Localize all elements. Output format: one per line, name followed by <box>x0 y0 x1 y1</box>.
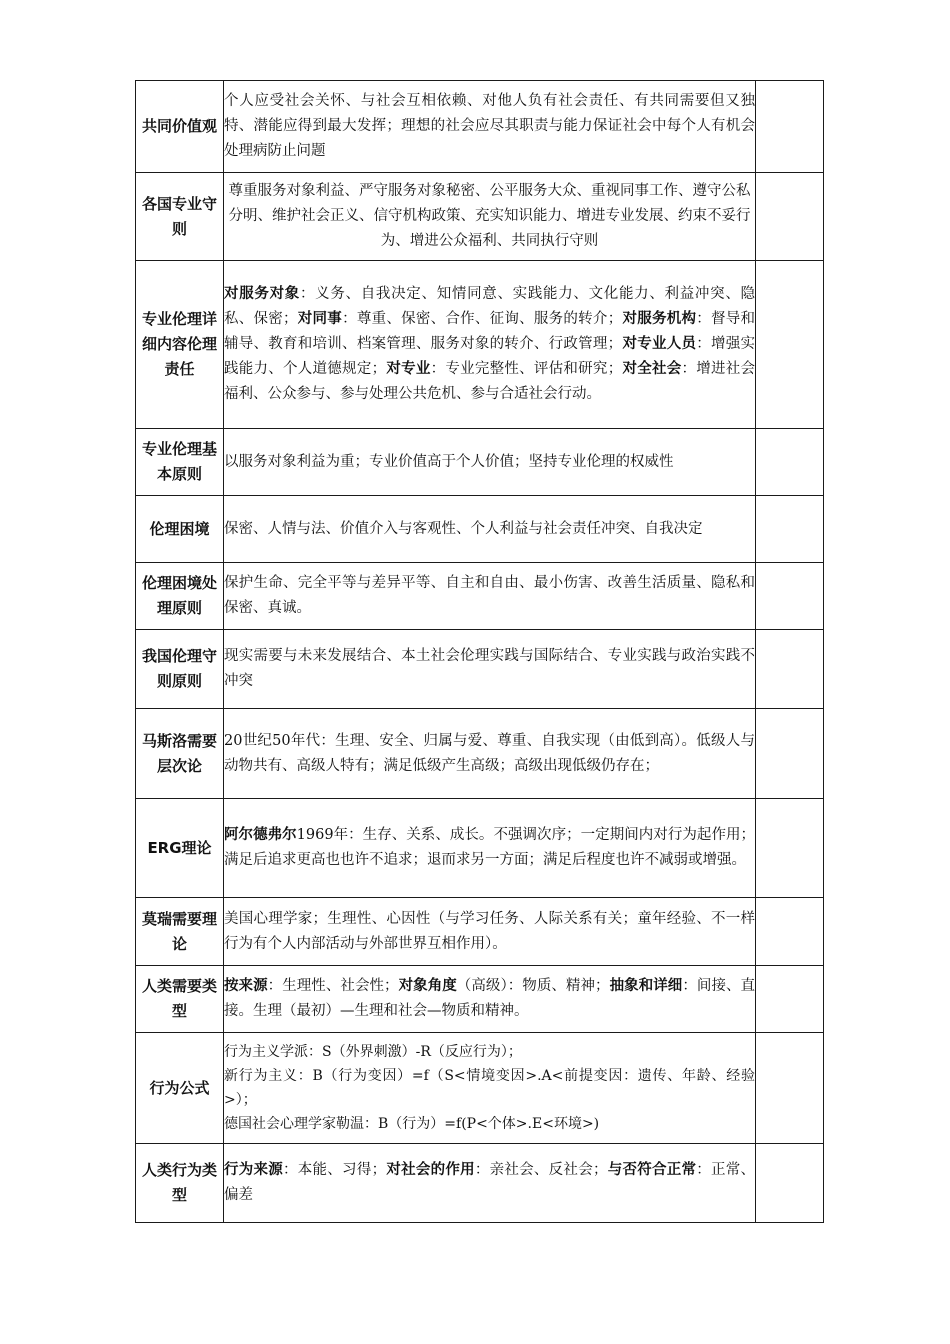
blank-cell <box>756 966 824 1033</box>
term-cell: 莫瑞需要理论 <box>136 898 224 966</box>
bold-label: 对社会的作用 <box>386 1162 475 1178</box>
description-text: ：生理性、社会性； <box>267 978 399 994</box>
formula-line: 行为主义学派：S（外界刺激）-R（反应行为）； <box>224 1044 522 1060</box>
description-cell <box>224 799 756 898</box>
table-row <box>136 496 824 563</box>
table-row <box>136 630 824 709</box>
formula-line: 新行为主义：B（行为变因）=f（S<情境变因>.A<前提变因：遗传、年龄、经验>）； <box>224 1068 755 1108</box>
description-cell <box>224 1033 756 1144</box>
description-text: ：增进社会福利、公众参与、参与处理公共危机、参与合适社会行动。 <box>224 361 756 402</box>
term-cell: 人类需要类型 <box>136 966 224 1033</box>
term-cell: 人类行为类型 <box>136 1144 224 1223</box>
term-cell: 伦理困境处理原则 <box>136 563 224 630</box>
table-row <box>136 966 824 1033</box>
description-cell: 20世纪50年代：生理、安全、归属与爱、尊重、自我实现（由低到高）。低级人与动物共有、高级人特有；满足低级产生高级；高级出现低级仍存在； <box>224 709 756 799</box>
description-cell: 尊重服务对象利益、严守服务对象秘密、公平服务大众、重视同事工作、遵守公私分明、维护社会正义、信守机构政策、充实知识能力、增进专业发展、约束不妥行为、增进公众福利、共同执行守则 <box>224 173 756 261</box>
bold-label: 对服务机构 <box>622 311 697 327</box>
bold-label: 对象角度 <box>398 978 457 994</box>
formula-line: 德国社会心理学家勒温：B（行为）=f(P<个体>.E<环境>) <box>224 1116 600 1132</box>
blank-cell <box>756 1144 824 1223</box>
bold-label: 与否符合正常 <box>607 1162 697 1178</box>
description-cell: 个人应受社会关怀、与社会互相依赖、对他人负有社会责任、有共同需要但又独特、潜能应得到最大发挥；理想的社会应尽其职责与能力保证社会中每个人有机会处理病防止问题 <box>224 81 756 173</box>
bold-label: 对专业 <box>386 361 431 377</box>
term-cell: 马斯洛需要层次论 <box>136 709 224 799</box>
blank-cell <box>756 173 824 261</box>
description-cell: 保密、人情与法、价值介入与客观性、个人利益与社会责任冲突、自我决定 <box>224 496 756 563</box>
bold-label: 对全社会 <box>622 361 682 377</box>
bold-label: 对专业人员 <box>622 336 697 352</box>
term-cell: 行为公式 <box>136 1033 224 1144</box>
term-cell: 专业伦理详细内容伦理责任 <box>136 261 224 429</box>
description-cell: 现实需要与未来发展结合、本土社会伦理实践与国际结合、专业实践与政治实践不冲突 <box>224 630 756 709</box>
blank-cell <box>756 1033 824 1144</box>
description-cell: 美国心理学家；生理性、心因性（与学习任务、人际关系有关；童年经验、不一样行为有个人内部活动与外部世界互相作用）。 <box>224 898 756 966</box>
bold-label: 阿尔德弗尔 <box>224 827 297 843</box>
description-text: （高级）：物质、精神； <box>456 978 610 994</box>
term-cell: 我国伦理守则原则 <box>136 630 224 709</box>
blank-cell <box>756 496 824 563</box>
blank-cell <box>756 563 824 630</box>
description-text: ：增强实践能力、个人道德规定； <box>224 336 756 377</box>
term-cell: 专业伦理基本原则 <box>136 429 224 496</box>
blank-cell <box>756 898 824 966</box>
table-row <box>136 898 824 966</box>
term-cell: ERG理论 <box>136 799 224 898</box>
description-text: ：间接、直接。生理（最初）—生理和社会—物质和精神。 <box>224 978 756 1019</box>
description-cell <box>224 1144 756 1223</box>
bold-label: 行为来源 <box>224 1162 284 1178</box>
description-text: ：正常、偏差 <box>224 1162 756 1203</box>
description-text: ：专业完整性、评估和研究； <box>430 361 623 377</box>
description-text: ：义务、自我决定、知情同意、实践能力、文化能力、利益冲突、隐私、保密； <box>224 286 756 327</box>
table-row <box>136 173 824 261</box>
term-cell: 伦理困境 <box>136 496 224 563</box>
blank-cell <box>756 261 824 429</box>
term-cell: 各国专业守则 <box>136 173 224 261</box>
blank-cell <box>756 630 824 709</box>
description-text: ：尊重、保密、合作、征询、服务的转介； <box>342 311 623 327</box>
bold-label: 对同事 <box>297 311 343 327</box>
description-text: ：督导和辅导、教育和培训、档案管理、服务对象的转介、行政管理； <box>224 311 756 352</box>
description-text: ：亲社会、反社会； <box>474 1162 608 1178</box>
table-row <box>136 81 824 173</box>
description-cell: 保护生命、完全平等与差异平等、自主和自由、最小伤害、改善生活质量、隐私和保密、真诚。 <box>224 563 756 630</box>
table-row <box>136 799 824 898</box>
description-text: ：本能、习得； <box>283 1162 387 1178</box>
bold-label: 按来源 <box>224 978 268 994</box>
bold-label: 对服务对象 <box>224 286 300 302</box>
blank-cell <box>756 709 824 799</box>
table-row <box>136 261 824 429</box>
blank-cell <box>756 81 824 173</box>
table-row <box>136 429 824 496</box>
blank-cell <box>756 799 824 898</box>
table-row <box>136 709 824 799</box>
description-text: 1969年：生存、关系、成长。不强调次序；一定期间内对行为起作用；满足后追求更高也也许不追求；退而求另一方面；满足后程度也许不减弱或增强。 <box>224 827 756 868</box>
table-row <box>136 563 824 630</box>
bold-label: 抽象和详细 <box>609 978 683 994</box>
notes-table <box>135 80 824 1223</box>
term-cell: 共同价值观 <box>136 81 224 173</box>
blank-cell <box>756 429 824 496</box>
table-row <box>136 1144 824 1223</box>
table-row <box>136 1033 824 1144</box>
description-cell: 以服务对象利益为重；专业价值高于个人价值；坚持专业伦理的权威性 <box>224 429 756 496</box>
description-cell <box>224 966 756 1033</box>
description-cell <box>224 261 756 429</box>
